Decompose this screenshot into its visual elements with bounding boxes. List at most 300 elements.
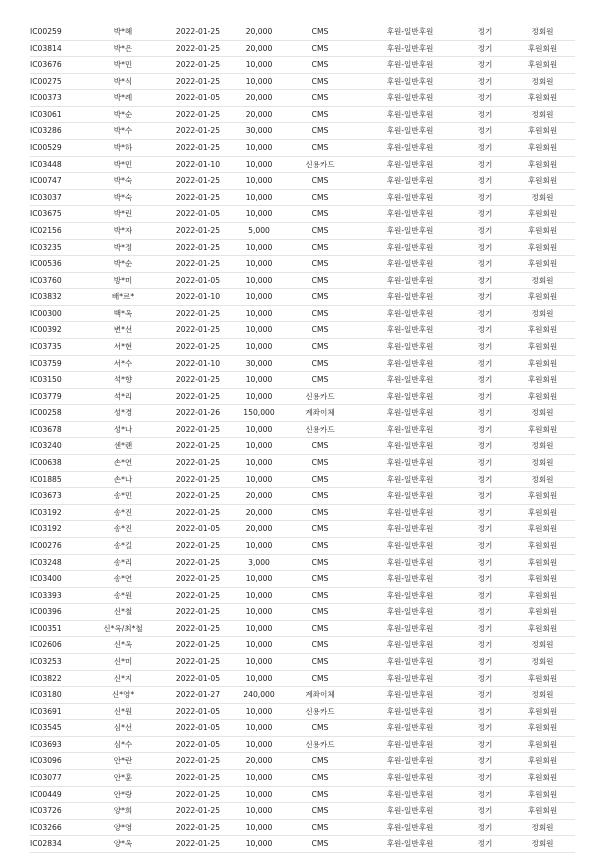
- cycle-cell: 정기: [460, 289, 510, 306]
- member-name-cell: 송*리: [88, 554, 158, 571]
- donation-type-cell: 후원-일반후원: [360, 173, 460, 190]
- amount-cell: 10,000: [238, 322, 280, 339]
- donation-type-cell: 후원-일반후원: [360, 836, 460, 853]
- payment-method-cell: CMS: [280, 753, 360, 770]
- member-name-cell: 박*하: [88, 140, 158, 157]
- amount-cell: 20,000: [238, 504, 280, 521]
- donation-type-cell: 후원-일반후원: [360, 455, 460, 472]
- member-name-cell: 변*선: [88, 322, 158, 339]
- member-grade-cell: 후원회원: [510, 156, 575, 173]
- payment-method-cell: CMS: [280, 73, 360, 90]
- member-grade-cell: 후원회원: [510, 90, 575, 107]
- donation-date-cell: 2022-01-25: [158, 455, 238, 472]
- payment-method-cell: CMS: [280, 140, 360, 157]
- amount-cell: 3,000: [238, 554, 280, 571]
- donation-type-cell: 후원-일반후원: [360, 73, 460, 90]
- donation-type-cell: 후원-일반후원: [360, 123, 460, 140]
- payment-method-cell: CMS: [280, 173, 360, 190]
- table-row: [30, 554, 575, 571]
- cycle-cell: 정기: [460, 687, 510, 704]
- payment-method-cell: CMS: [280, 521, 360, 538]
- member-name-cell: 성*경: [88, 405, 158, 422]
- donation-date-cell: 2022-01-25: [158, 338, 238, 355]
- cycle-cell: 정기: [460, 521, 510, 538]
- donation-date-cell: 2022-01-05: [158, 206, 238, 223]
- amount-cell: 10,000: [238, 438, 280, 455]
- cycle-cell: 정기: [460, 140, 510, 157]
- donation-type-cell: 후원-일반후원: [360, 786, 460, 803]
- donation-type-cell: 후원-일반후원: [360, 405, 460, 422]
- table-row: [30, 504, 575, 521]
- member-name-cell: 양*희: [88, 803, 158, 820]
- donation-type-cell: 후원-일반후원: [360, 388, 460, 405]
- member-name-cell: 박*순: [88, 106, 158, 123]
- cycle-cell: 정기: [460, 123, 510, 140]
- payment-method-cell: CMS: [280, 222, 360, 239]
- donation-date-cell: 2022-01-25: [158, 604, 238, 621]
- member-id-cell: IC03760: [30, 272, 88, 289]
- payment-method-cell: CMS: [280, 770, 360, 787]
- member-id-cell: IC02606: [30, 637, 88, 654]
- payment-method-cell: CMS: [280, 322, 360, 339]
- donation-type-cell: 후원-일반후원: [360, 322, 460, 339]
- donation-date-cell: 2022-01-25: [158, 189, 238, 206]
- donation-type-cell: 후원-일반후원: [360, 305, 460, 322]
- member-grade-cell: 정회원: [510, 24, 575, 40]
- member-grade-cell: 정회원: [510, 455, 575, 472]
- amount-cell: 10,000: [238, 703, 280, 720]
- amount-cell: 10,000: [238, 620, 280, 637]
- amount-cell: 10,000: [238, 455, 280, 472]
- donation-date-cell: 2022-01-10: [158, 156, 238, 173]
- member-name-cell: 신*옥: [88, 637, 158, 654]
- member-id-cell: IC03286: [30, 123, 88, 140]
- member-id-cell: IC03061: [30, 106, 88, 123]
- table-row: [30, 123, 575, 140]
- member-grade-cell: 후원회원: [510, 322, 575, 339]
- cycle-cell: 정기: [460, 670, 510, 687]
- donation-date-cell: 2022-01-25: [158, 421, 238, 438]
- member-id-cell: IC03673: [30, 488, 88, 505]
- member-name-cell: 박*자: [88, 222, 158, 239]
- donation-type-cell: 후원-일반후원: [360, 637, 460, 654]
- member-name-cell: 방*미: [88, 272, 158, 289]
- payment-method-cell: CMS: [280, 471, 360, 488]
- cycle-cell: 정기: [460, 405, 510, 422]
- amount-cell: 10,000: [238, 637, 280, 654]
- member-grade-cell: 정회원: [510, 272, 575, 289]
- donation-table: [30, 24, 575, 853]
- member-name-cell: 신*철: [88, 604, 158, 621]
- member-id-cell: IC03691: [30, 703, 88, 720]
- donation-date-cell: 2022-01-25: [158, 256, 238, 273]
- amount-cell: 10,000: [238, 819, 280, 836]
- donation-date-cell: 2022-01-25: [158, 753, 238, 770]
- member-grade-cell: 후원회원: [510, 537, 575, 554]
- payment-method-cell: 신용카드: [280, 736, 360, 753]
- member-id-cell: IC03240: [30, 438, 88, 455]
- member-name-cell: 센*랜: [88, 438, 158, 455]
- member-name-cell: 심*수: [88, 736, 158, 753]
- donation-date-cell: 2022-01-05: [158, 736, 238, 753]
- member-name-cell: 석*향: [88, 372, 158, 389]
- amount-cell: 10,000: [238, 289, 280, 306]
- donation-type-cell: 후원-일반후원: [360, 736, 460, 753]
- donation-date-cell: 2022-01-25: [158, 73, 238, 90]
- amount-cell: 10,000: [238, 73, 280, 90]
- table-row: [30, 687, 575, 704]
- member-id-cell: IC00536: [30, 256, 88, 273]
- member-id-cell: IC03077: [30, 770, 88, 787]
- member-grade-cell: 후원회원: [510, 40, 575, 57]
- cycle-cell: 정기: [460, 438, 510, 455]
- donation-type-cell: 후원-일반후원: [360, 40, 460, 57]
- donation-type-cell: 후원-일반후원: [360, 438, 460, 455]
- table-row: [30, 620, 575, 637]
- cycle-cell: 정기: [460, 587, 510, 604]
- donation-date-cell: 2022-01-05: [158, 670, 238, 687]
- donation-type-cell: 후원-일반후원: [360, 272, 460, 289]
- donation-type-cell: 후원-일반후원: [360, 571, 460, 588]
- payment-method-cell: CMS: [280, 786, 360, 803]
- payment-method-cell: CMS: [280, 571, 360, 588]
- table-row: [30, 720, 575, 737]
- cycle-cell: 정기: [460, 40, 510, 57]
- donation-date-cell: 2022-01-25: [158, 322, 238, 339]
- donation-type-cell: 후원-일반후원: [360, 604, 460, 621]
- member-name-cell: 박*민: [88, 57, 158, 74]
- member-id-cell: IC00638: [30, 455, 88, 472]
- cycle-cell: 정기: [460, 388, 510, 405]
- member-grade-cell: 정회원: [510, 438, 575, 455]
- donation-type-cell: 후원-일반후원: [360, 554, 460, 571]
- member-name-cell: 송*원: [88, 587, 158, 604]
- amount-cell: 10,000: [238, 786, 280, 803]
- table-row: [30, 653, 575, 670]
- donation-date-cell: 2022-01-25: [158, 106, 238, 123]
- donation-date-cell: 2022-01-25: [158, 222, 238, 239]
- member-id-cell: IC03448: [30, 156, 88, 173]
- cycle-cell: 정기: [460, 604, 510, 621]
- member-id-cell: IC03248: [30, 554, 88, 571]
- donation-date-cell: 2022-01-25: [158, 803, 238, 820]
- table-row: [30, 388, 575, 405]
- donation-type-cell: 후원-일반후원: [360, 239, 460, 256]
- table-row: [30, 786, 575, 803]
- amount-cell: 10,000: [238, 653, 280, 670]
- table-row: [30, 455, 575, 472]
- member-grade-cell: 후원회원: [510, 57, 575, 74]
- amount-cell: 10,000: [238, 140, 280, 157]
- payment-method-cell: CMS: [280, 106, 360, 123]
- member-id-cell: IC03726: [30, 803, 88, 820]
- cycle-cell: 정기: [460, 90, 510, 107]
- donation-date-cell: 2022-01-25: [158, 305, 238, 322]
- donation-type-cell: 후원-일반후원: [360, 687, 460, 704]
- member-id-cell: IC03759: [30, 355, 88, 372]
- table-row: [30, 206, 575, 223]
- amount-cell: 10,000: [238, 836, 280, 853]
- cycle-cell: 정기: [460, 471, 510, 488]
- payment-method-cell: CMS: [280, 123, 360, 140]
- donation-type-cell: 후원-일반후원: [360, 753, 460, 770]
- member-id-cell: IC03266: [30, 819, 88, 836]
- amount-cell: 20,000: [238, 488, 280, 505]
- member-name-cell: 손*나: [88, 471, 158, 488]
- cycle-cell: 정기: [460, 256, 510, 273]
- amount-cell: 10,000: [238, 239, 280, 256]
- payment-method-cell: CMS: [280, 57, 360, 74]
- table-row: [30, 587, 575, 604]
- cycle-cell: 정기: [460, 770, 510, 787]
- table-row: [30, 770, 575, 787]
- member-name-cell: 서*수: [88, 355, 158, 372]
- payment-method-cell: CMS: [280, 670, 360, 687]
- member-name-cell: 송*진: [88, 521, 158, 538]
- member-name-cell: 양*영: [88, 819, 158, 836]
- member-name-cell: 박*민: [88, 156, 158, 173]
- table-row: [30, 189, 575, 206]
- member-grade-cell: 정회원: [510, 106, 575, 123]
- amount-cell: 20,000: [238, 40, 280, 57]
- member-grade-cell: 후원회원: [510, 554, 575, 571]
- donation-date-cell: 2022-01-25: [158, 40, 238, 57]
- member-id-cell: IC00529: [30, 140, 88, 157]
- donation-type-cell: 후원-일반후원: [360, 372, 460, 389]
- member-id-cell: IC03192: [30, 521, 88, 538]
- member-id-cell: IC03545: [30, 720, 88, 737]
- donation-type-cell: 후원-일반후원: [360, 770, 460, 787]
- cycle-cell: 정기: [460, 272, 510, 289]
- member-id-cell: IC03693: [30, 736, 88, 753]
- table-row: [30, 488, 575, 505]
- member-id-cell: IC03814: [30, 40, 88, 57]
- member-id-cell: IC03400: [30, 571, 88, 588]
- member-id-cell: IC01885: [30, 471, 88, 488]
- member-grade-cell: 후원회원: [510, 488, 575, 505]
- payment-method-cell: 신용카드: [280, 421, 360, 438]
- donation-date-cell: 2022-01-25: [158, 819, 238, 836]
- donation-type-cell: 후원-일반후원: [360, 140, 460, 157]
- member-name-cell: 송*진: [88, 504, 158, 521]
- member-name-cell: 신*원: [88, 703, 158, 720]
- payment-method-cell: CMS: [280, 40, 360, 57]
- member-name-cell: 박*순: [88, 256, 158, 273]
- payment-method-cell: CMS: [280, 256, 360, 273]
- member-id-cell: IC03675: [30, 206, 88, 223]
- table-row: [30, 322, 575, 339]
- member-id-cell: IC02834: [30, 836, 88, 853]
- member-grade-cell: 후원회원: [510, 720, 575, 737]
- donation-type-cell: 후원-일반후원: [360, 803, 460, 820]
- payment-method-cell: CMS: [280, 289, 360, 306]
- table-row: [30, 836, 575, 853]
- donation-date-cell: 2022-01-25: [158, 620, 238, 637]
- donation-type-cell: 후원-일반후원: [360, 819, 460, 836]
- member-grade-cell: 후원회원: [510, 123, 575, 140]
- payment-method-cell: CMS: [280, 836, 360, 853]
- member-grade-cell: 후원회원: [510, 504, 575, 521]
- member-grade-cell: 후원회원: [510, 620, 575, 637]
- member-grade-cell: 정회원: [510, 405, 575, 422]
- amount-cell: 10,000: [238, 57, 280, 74]
- amount-cell: 30,000: [238, 355, 280, 372]
- amount-cell: 150,000: [238, 405, 280, 422]
- amount-cell: 10,000: [238, 272, 280, 289]
- cycle-cell: 정기: [460, 753, 510, 770]
- member-name-cell: 송*연: [88, 571, 158, 588]
- member-id-cell: IC00449: [30, 786, 88, 803]
- donation-type-cell: 후원-일반후원: [360, 206, 460, 223]
- donation-type-cell: 후원-일반후원: [360, 720, 460, 737]
- payment-method-cell: CMS: [280, 819, 360, 836]
- member-grade-cell: 후원회원: [510, 222, 575, 239]
- donation-type-cell: 후원-일반후원: [360, 106, 460, 123]
- donation-date-cell: 2022-01-25: [158, 388, 238, 405]
- donation-date-cell: 2022-01-25: [158, 554, 238, 571]
- member-name-cell: 심*선: [88, 720, 158, 737]
- member-grade-cell: 후원회원: [510, 703, 575, 720]
- cycle-cell: 정기: [460, 338, 510, 355]
- payment-method-cell: 신용카드: [280, 388, 360, 405]
- donation-date-cell: 2022-01-27: [158, 687, 238, 704]
- table-row: [30, 471, 575, 488]
- member-id-cell: IC03037: [30, 189, 88, 206]
- donation-type-cell: 후원-일반후원: [360, 289, 460, 306]
- donation-type-cell: 후원-일반후원: [360, 670, 460, 687]
- cycle-cell: 정기: [460, 786, 510, 803]
- cycle-cell: 정기: [460, 736, 510, 753]
- donation-date-cell: 2022-01-25: [158, 504, 238, 521]
- amount-cell: 10,000: [238, 471, 280, 488]
- donation-date-cell: 2022-01-26: [158, 405, 238, 422]
- amount-cell: 10,000: [238, 189, 280, 206]
- cycle-cell: 정기: [460, 488, 510, 505]
- donation-date-cell: 2022-01-25: [158, 173, 238, 190]
- payment-method-cell: CMS: [280, 24, 360, 40]
- member-name-cell: 신*미: [88, 653, 158, 670]
- member-name-cell: 안*훈: [88, 770, 158, 787]
- amount-cell: 10,000: [238, 256, 280, 273]
- table-row: [30, 819, 575, 836]
- donation-date-cell: 2022-01-25: [158, 637, 238, 654]
- amount-cell: 10,000: [238, 388, 280, 405]
- payment-method-cell: CMS: [280, 637, 360, 654]
- donation-sheet: [30, 24, 575, 853]
- donation-type-cell: 후원-일반후원: [360, 90, 460, 107]
- table-row: [30, 173, 575, 190]
- member-id-cell: IC00396: [30, 604, 88, 621]
- donation-date-cell: 2022-01-25: [158, 770, 238, 787]
- payment-method-cell: CMS: [280, 720, 360, 737]
- member-id-cell: IC03096: [30, 753, 88, 770]
- member-id-cell: IC00275: [30, 73, 88, 90]
- member-grade-cell: 후원회원: [510, 670, 575, 687]
- donation-date-cell: 2022-01-25: [158, 123, 238, 140]
- table-row: [30, 637, 575, 654]
- donation-date-cell: 2022-01-25: [158, 239, 238, 256]
- cycle-cell: 정기: [460, 322, 510, 339]
- member-id-cell: IC00373: [30, 90, 88, 107]
- payment-method-cell: CMS: [280, 189, 360, 206]
- table-row: [30, 156, 575, 173]
- donation-date-cell: 2022-01-25: [158, 438, 238, 455]
- amount-cell: 5,000: [238, 222, 280, 239]
- member-grade-cell: 후원회원: [510, 372, 575, 389]
- amount-cell: 20,000: [238, 24, 280, 40]
- table-row: [30, 40, 575, 57]
- table-row: [30, 604, 575, 621]
- member-id-cell: IC03253: [30, 653, 88, 670]
- member-grade-cell: 후원회원: [510, 521, 575, 538]
- cycle-cell: 정기: [460, 653, 510, 670]
- amount-cell: 10,000: [238, 720, 280, 737]
- amount-cell: 20,000: [238, 90, 280, 107]
- member-grade-cell: 후원회원: [510, 753, 575, 770]
- member-grade-cell: 정회원: [510, 819, 575, 836]
- member-name-cell: 송*민: [88, 488, 158, 505]
- member-id-cell: IC03676: [30, 57, 88, 74]
- payment-method-cell: CMS: [280, 355, 360, 372]
- payment-method-cell: CMS: [280, 239, 360, 256]
- cycle-cell: 정기: [460, 305, 510, 322]
- member-grade-cell: 후원회원: [510, 571, 575, 588]
- donation-date-cell: 2022-01-25: [158, 24, 238, 40]
- donation-date-cell: 2022-01-05: [158, 272, 238, 289]
- member-name-cell: 성*나: [88, 421, 158, 438]
- cycle-cell: 정기: [460, 156, 510, 173]
- member-name-cell: 박*례: [88, 90, 158, 107]
- member-grade-cell: 후원회원: [510, 736, 575, 753]
- cycle-cell: 정기: [460, 836, 510, 853]
- donation-type-cell: 후원-일반후원: [360, 537, 460, 554]
- payment-method-cell: 신용카드: [280, 156, 360, 173]
- payment-method-cell: CMS: [280, 653, 360, 670]
- donation-type-cell: 후원-일반후원: [360, 521, 460, 538]
- donation-date-cell: 2022-01-25: [158, 836, 238, 853]
- table-row: [30, 571, 575, 588]
- cycle-cell: 정기: [460, 355, 510, 372]
- member-name-cell: 박*린: [88, 206, 158, 223]
- cycle-cell: 정기: [460, 620, 510, 637]
- donation-date-cell: 2022-01-25: [158, 488, 238, 505]
- cycle-cell: 정기: [460, 73, 510, 90]
- table-row: [30, 90, 575, 107]
- donation-type-cell: 후원-일반후원: [360, 156, 460, 173]
- donation-type-cell: 후원-일반후원: [360, 620, 460, 637]
- cycle-cell: 정기: [460, 819, 510, 836]
- donation-type-cell: 후원-일반후원: [360, 24, 460, 40]
- payment-method-cell: CMS: [280, 90, 360, 107]
- cycle-cell: 정기: [460, 537, 510, 554]
- amount-cell: 240,000: [238, 687, 280, 704]
- donation-date-cell: 2022-01-25: [158, 57, 238, 74]
- member-id-cell: IC03735: [30, 338, 88, 355]
- table-row: [30, 239, 575, 256]
- table-row: [30, 355, 575, 372]
- member-grade-cell: 후원회원: [510, 355, 575, 372]
- cycle-cell: 정기: [460, 106, 510, 123]
- payment-method-cell: CMS: [280, 604, 360, 621]
- payment-method-cell: CMS: [280, 272, 360, 289]
- member-grade-cell: 정회원: [510, 687, 575, 704]
- member-name-cell: 양*옥: [88, 836, 158, 853]
- donation-type-cell: 후원-일반후원: [360, 504, 460, 521]
- payment-method-cell: CMS: [280, 504, 360, 521]
- table-row: [30, 803, 575, 820]
- member-name-cell: 석*리: [88, 388, 158, 405]
- amount-cell: 10,000: [238, 206, 280, 223]
